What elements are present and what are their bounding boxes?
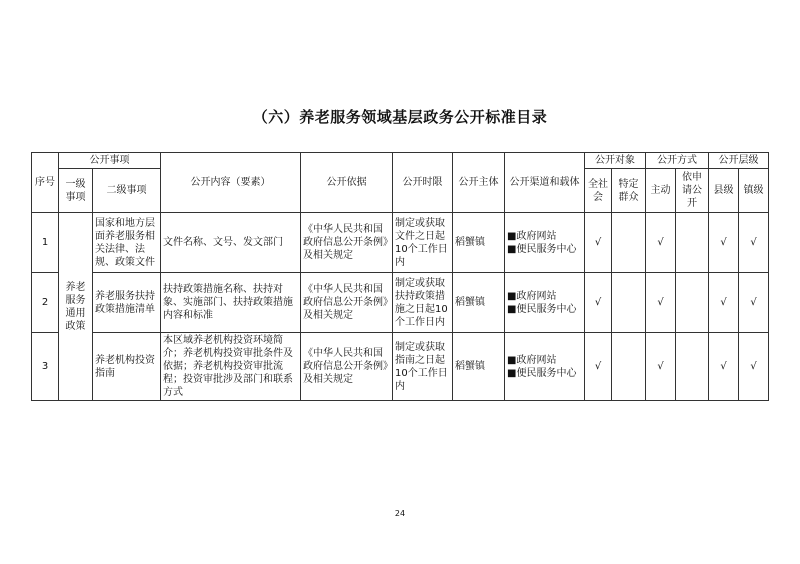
row-target-all: √ (585, 333, 612, 401)
row-channels (505, 273, 585, 333)
header-level1: 一级事项 (59, 169, 93, 213)
header-row-1 (32, 153, 769, 169)
header-basis: 公开依据 (301, 153, 393, 213)
row-channels (505, 213, 585, 273)
row-channels (505, 333, 585, 401)
row-seq: 1 (32, 213, 59, 273)
row-time-limit: 制定或获取指南之日起10个工作日内 (393, 333, 453, 401)
channel-item: ■政府网站 (507, 354, 557, 366)
row-content: 文件名称、文号、发文部门 (161, 213, 301, 273)
row-seq: 2 (32, 273, 59, 333)
header-target: 公开对象 (585, 153, 646, 169)
header-levels: 公开层级 (709, 153, 769, 169)
row-target-all: √ (585, 273, 612, 333)
row-target-specific (612, 213, 646, 273)
row-level-town: √ (739, 213, 769, 273)
row-subject: 稻蟹镇 (453, 333, 505, 401)
channel-item: ■便民服务中心 (507, 243, 577, 255)
row-time-limit: 制定或获取文件之日起10个工作日内 (393, 213, 453, 273)
row-target-all: √ (585, 213, 612, 273)
row-time-limit: 制定或获取扶持政策措施之日起10个工作日内 (393, 273, 453, 333)
header-content: 公开内容（要素） (161, 153, 301, 213)
header-method-active: 主动 (646, 169, 676, 213)
channel-item: ■政府网站 (507, 230, 557, 242)
group-level1: 养老服务通用政策 (59, 213, 93, 401)
header-level-town: 镇级 (739, 169, 769, 213)
row-level-county: √ (709, 273, 739, 333)
channel-item: ■政府网站 (507, 290, 557, 302)
row-method-active: √ (646, 333, 676, 401)
row-level2: 养老服务扶持政策措施清单 (93, 273, 161, 333)
row-subject: 稻蟹镇 (453, 213, 505, 273)
row-content: 扶持政策措施名称、扶持对象、实施部门、扶持政策措施内容和标准 (161, 273, 301, 333)
row-target-specific (612, 333, 646, 401)
row-target-specific (612, 273, 646, 333)
header-public-items: 公开事项 (59, 153, 161, 169)
header-channel: 公开渠道和载体 (505, 153, 585, 213)
row-level-town: √ (739, 273, 769, 333)
row-method-apply (676, 273, 709, 333)
row-method-apply (676, 213, 709, 273)
row-basis: 《中华人民共和国政府信息公开条例》及相关规定 (301, 273, 393, 333)
standard-catalog-table (31, 152, 769, 401)
header-level-county: 县级 (709, 169, 739, 213)
table-row (32, 273, 769, 333)
row-method-apply (676, 333, 709, 401)
row-level-county: √ (709, 333, 739, 401)
header-seq: 序号 (32, 153, 59, 213)
row-level-county: √ (709, 213, 739, 273)
page-number: 24 (394, 509, 406, 518)
row-seq: 3 (32, 333, 59, 401)
row-level2: 养老机构投资指南 (93, 333, 161, 401)
header-target-all: 全社会 (585, 169, 612, 213)
channel-item: ■便民服务中心 (507, 367, 577, 379)
page-title: （六）养老服务领域基层政务公开标准目录 (252, 108, 548, 126)
row-subject: 稻蟹镇 (453, 273, 505, 333)
row-basis: 《中华人民共和国政府信息公开条例》及相关规定 (301, 213, 393, 273)
header-target-specific: 特定群众 (612, 169, 646, 213)
row-level-town: √ (739, 333, 769, 401)
header-method-apply: 依申请公开 (676, 169, 709, 213)
channel-item: ■便民服务中心 (507, 303, 577, 315)
header-subject: 公开主体 (453, 153, 505, 213)
header-method: 公开方式 (646, 153, 709, 169)
row-basis: 《中华人民共和国政府信息公开条例》及相关规定 (301, 333, 393, 401)
table-row (32, 333, 769, 401)
header-time-limit: 公开时限 (393, 153, 453, 213)
row-method-active: √ (646, 273, 676, 333)
row-level2: 国家和地方层面养老服务相关法律、法规、政策文件 (93, 213, 161, 273)
row-method-active: √ (646, 213, 676, 273)
row-content: 本区域养老机构投资环境简介；养老机构投资审批条件及依据；养老机构投资审批流程；投资审批涉及部门和联系方式 (161, 333, 301, 401)
table-row (32, 213, 769, 273)
header-level2: 二级事项 (93, 169, 161, 213)
